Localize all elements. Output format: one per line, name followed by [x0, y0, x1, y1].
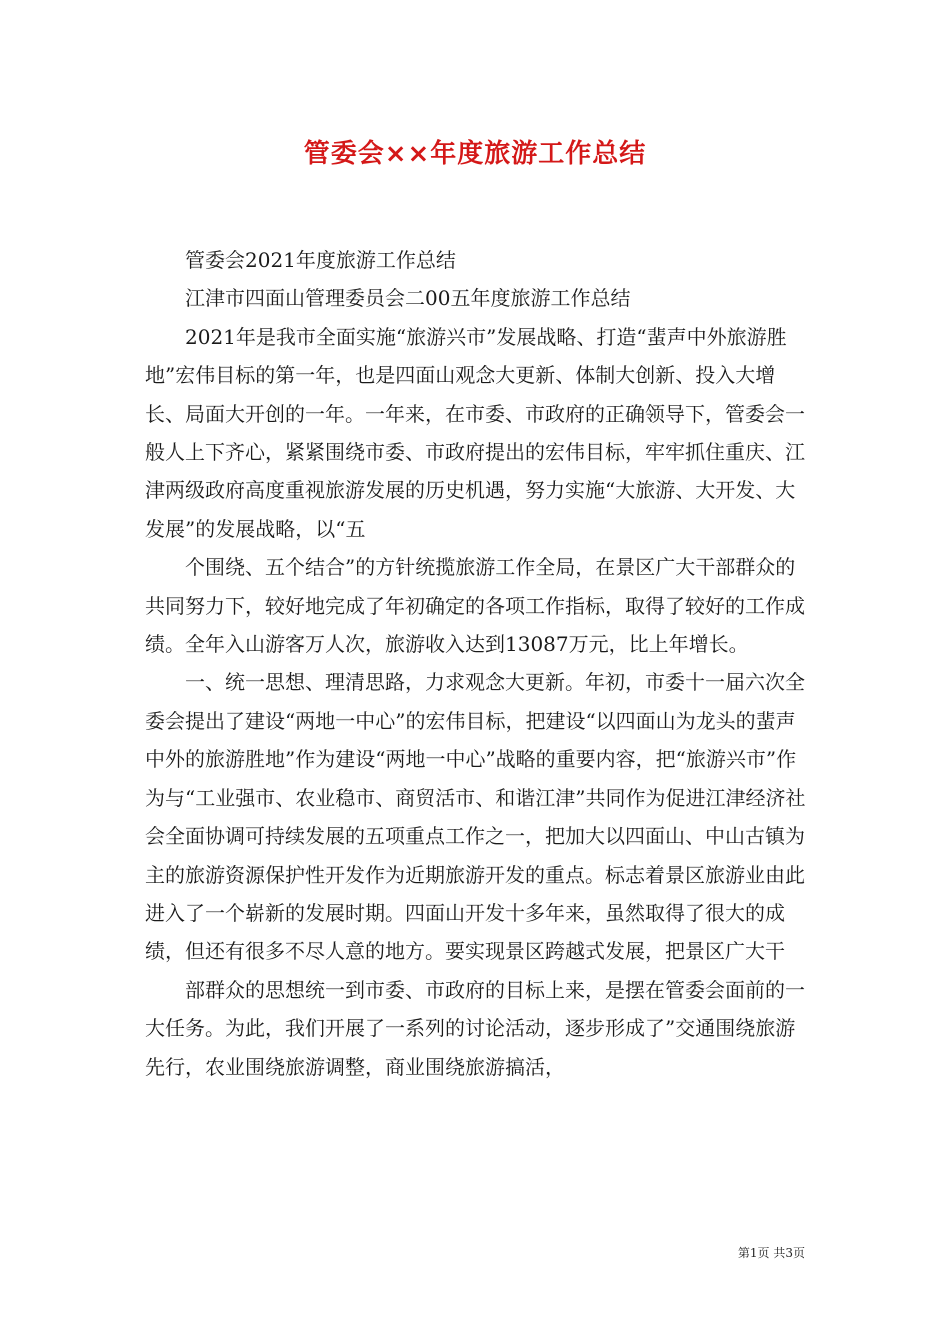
- paragraph-subtitle: 管委会2021年度旅游工作总结: [185, 248, 456, 272]
- document-body: [145, 241, 810, 1086]
- paragraph-section-one-continued: 部群众的思想统一到市委、市政府的目标上来，是摆在管委会面前的一大任务。为此，我们开展了一系列的讨论活动，逐步形成了”交通围绕旅游先行，农业围绕旅游调整，商业围绕旅游搞活，: [145, 977, 805, 1079]
- document-title: 管委会××年度旅游工作总结: [303, 139, 647, 169]
- page-number: 第1页 共3页: [737, 1246, 805, 1260]
- paragraph-results: 个围绕、五个结合”的方针统揽旅游工作全局，在景区广大干部群众的共同努力下，较好地完成了年初确定的各项工作指标，取得了较好的工作成绩。全年入山游客万人次，旅游收入达到13087万元，比上年增长。: [145, 555, 805, 657]
- paragraph-intro: 2021年是我市全面实施“旅游兴市”发展战略、打造“蜚声中外旅游胜地”宏伟目标的第一年，也是四面山观念大更新、体制大创新、投入大增长、局面大开创的一年。一年来，在市委、市政府的正确领导下，管委会一般人上下齐心，紧紧围绕市委、市政府提出的宏伟目标，牢牢抓住重庆、江津两级政府高度重视旅游发展的历史机遇，努力实施“大旅游、大开发、大发展”的发展战略，以“五: [145, 324, 805, 541]
- paragraph-organization: 江津市四面山管理委员会二00五年度旅游工作总结: [185, 286, 631, 311]
- paragraph-section-one: 一、统一思想、理清思路，力求观念大更新。年初，市委十一届六次全委会提出了建设“两地一中心”的宏伟目标，把建设“以四面山为龙头的蜚声中外的旅游胜地”作为建设“两地一中心”战略的重要内容，把“旅游兴市”作为与“工业强市、农业稳市、商贸活市、和谐江津”共同作为促进江津经济社会全面协调可持续发展的五项重点工作之一，把加大以四面山、中山古镇为主的旅游资源保护性开发作为近期旅游开发的重点。标志着景区旅游业由此进入了一个崭新的发展时期。四面山开发十多年来，虽然取得了很大的成绩，但还有很多不尽人意的地方。要实现景区跨越式发展，把景区广大干: [145, 670, 806, 964]
